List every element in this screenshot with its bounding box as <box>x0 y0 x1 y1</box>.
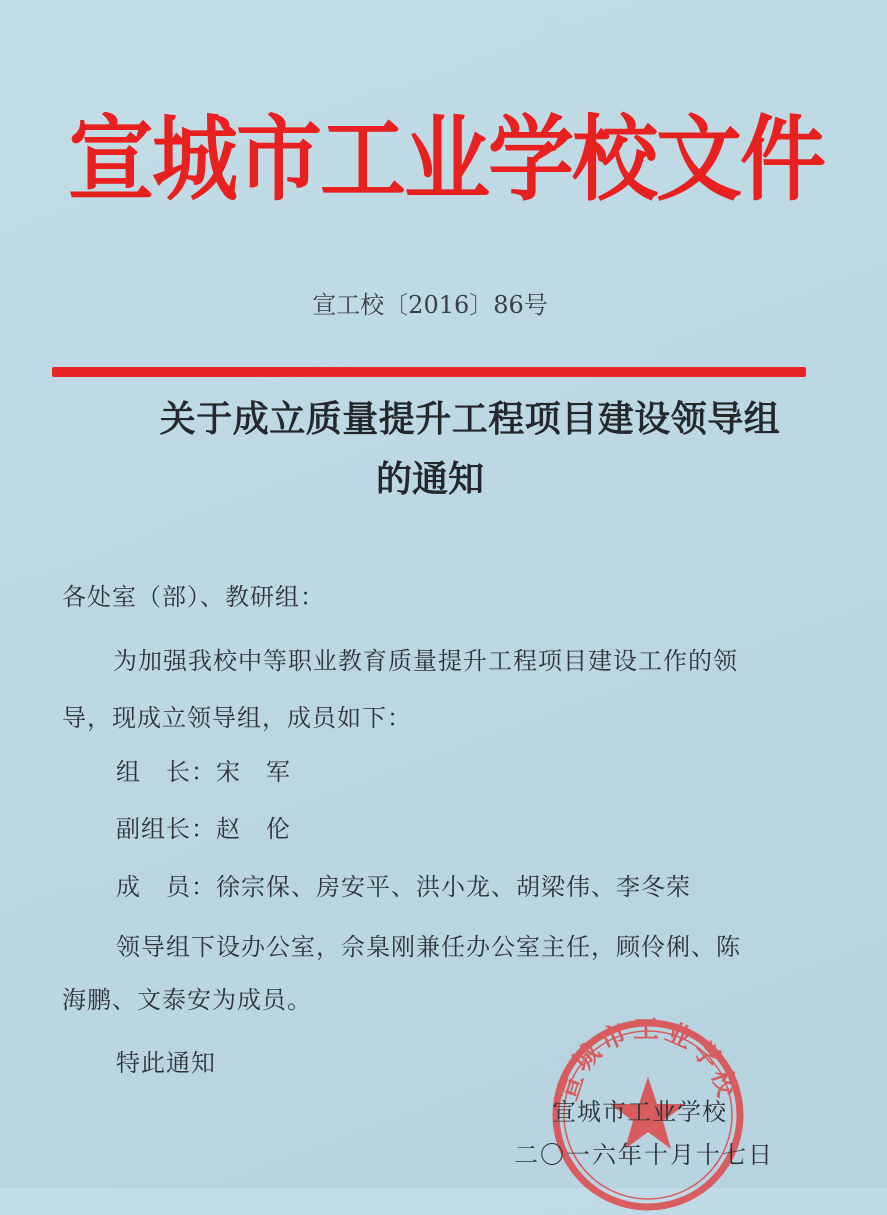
notice-title-line-1: 关于成立质量提升工程项目建设领导组 <box>159 399 781 440</box>
salutation: 各处室（部）、教研组： <box>62 583 325 611</box>
office-paragraph-line-1: 领导组下设办公室，佘臬刚兼任办公室主任，顾伶俐、陈 <box>116 933 741 961</box>
document-number: 宣工校〔2016〕86号 <box>312 291 548 319</box>
office-paragraph-line-2: 海鹏、文泰安为成员。 <box>62 986 312 1014</box>
group-leader: 组 长：宋 军 <box>116 758 291 786</box>
seal-text: 宣城市工业学校 <box>553 1015 743 1105</box>
red-divider-line <box>52 367 806 377</box>
group-members: 成 员：徐宗保、房安平、洪小龙、胡梁伟、李冬荣 <box>116 873 691 901</box>
document-masthead: 宣城市工业学校文件 <box>68 104 824 214</box>
notice-title-line-2: 的通知 <box>375 459 484 500</box>
deputy-group-leader: 副组长：赵 伦 <box>116 815 291 843</box>
issue-date: 二〇一六年十月十七日 <box>514 1141 774 1169</box>
closing-remark: 特此通知 <box>116 1049 216 1077</box>
paragraph-1-line-1: 为加强我校中等职业教育质量提升工程项目建设工作的领 <box>113 647 738 675</box>
paragraph-1-line-2: 导，现成立领导组，成员如下： <box>62 704 412 732</box>
issuing-organization: 宣城市工业学校 <box>552 1098 727 1126</box>
